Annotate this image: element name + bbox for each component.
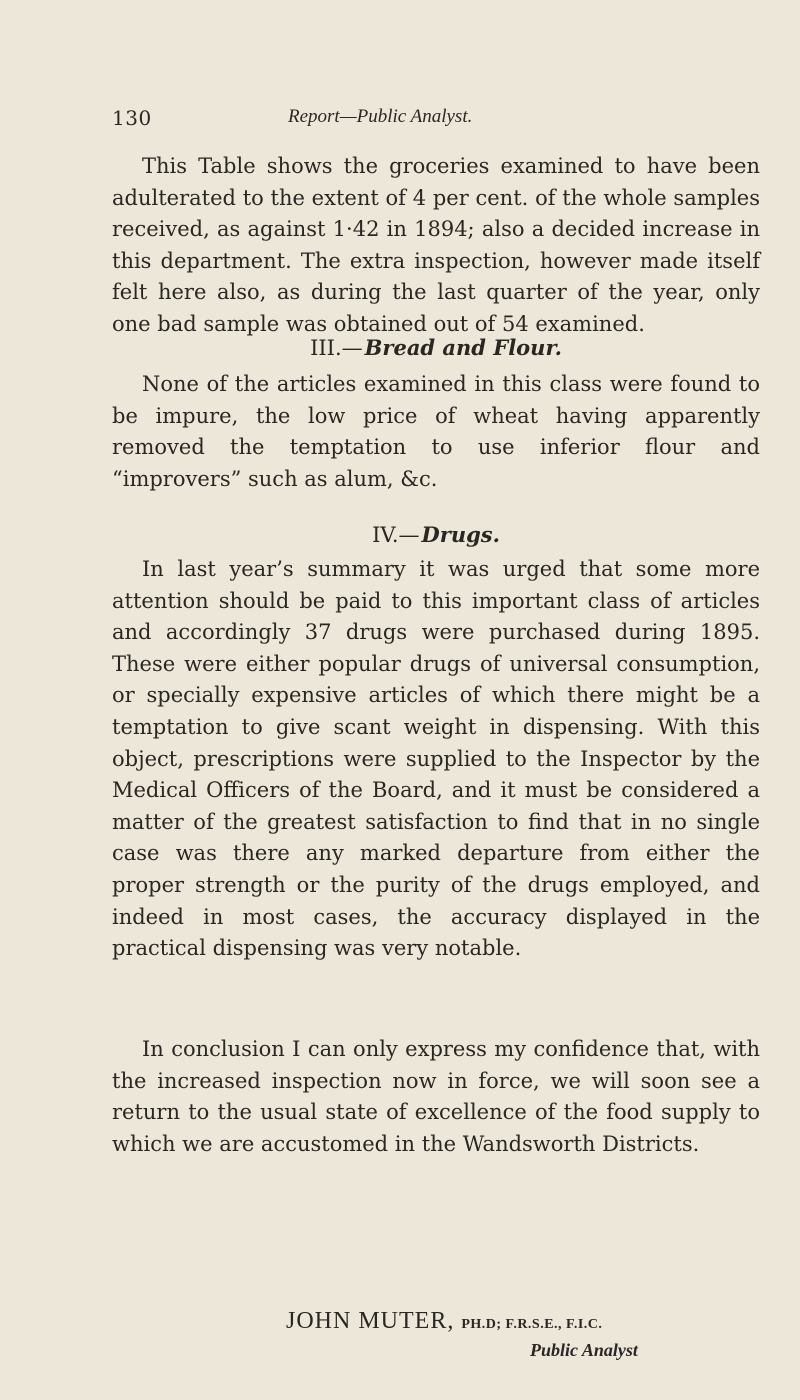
- running-head: Report—Public Analyst.: [288, 106, 473, 127]
- section-numeral: III.—: [310, 336, 363, 360]
- signature: [286, 1308, 602, 1335]
- section-heading-drugs: [112, 522, 760, 547]
- signatory-name: JOHN MUTER,: [286, 1308, 455, 1334]
- paragraph-conclusion: In conclusion I can only express my confidence that, with the increased inspection now in force, we will soon see a return to the usual state of excellence of the food supply to which we are accustomed in the Wandsworth Districts.: [112, 1037, 760, 1156]
- paragraph-bread-and-flour: None of the articles examined in this class were found to be impure, the low price of wheat having apparently removed the temptation to use inferior flour and “improvers” such as alum, &c.: [112, 372, 760, 491]
- page-header: [112, 106, 752, 136]
- page-number: 130: [112, 106, 152, 130]
- paragraph-drugs: In last year’s summary it was urged that some more attention should be paid to this important class of articles and accordingly 37 drugs were purchased during 1895. These were either popular drugs of universal consumption, or specially expensive articles of which there might be a temptation to give scant weight in dispensing. With this object, prescriptions were supplied to the Inspector by the Medical Officers of the Board, and it must be considered a matter of the greatest satisfaction to find that in no single case was there any marked departure from either the proper strength or the purity of the drugs employed, and indeed in most cases, the accuracy displayed in the practical dispensing was very notable.: [112, 557, 760, 961]
- section-title: Drugs.: [421, 522, 500, 547]
- signatory-qualifications: PH.D; F.R.S.E., F.I.C.: [461, 1317, 603, 1332]
- section-title: Bread and Flour.: [364, 335, 562, 360]
- section-heading-bread-and-flour: [112, 335, 760, 360]
- signatory-title: Public Analyst: [530, 1340, 638, 1360]
- paragraph-groceries: This Table shows the groceries examined to have been adulterated to the extent of 4 per cent. of the whole samples received, as against 1·42 in 1894; also a decided increase in this department. The extra inspection, however made itself felt here also, as during the last quarter of the year, only one bad sample was obtained out of 54 examined.: [112, 154, 760, 336]
- section-numeral: IV.—: [372, 523, 420, 547]
